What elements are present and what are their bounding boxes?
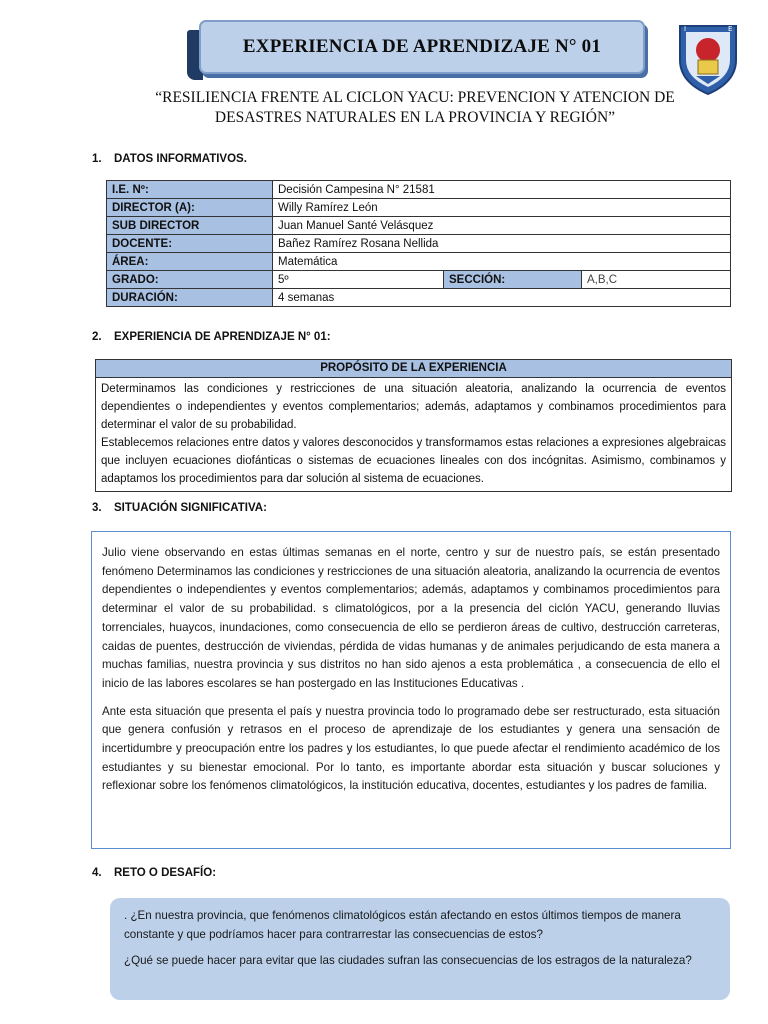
- section-title: DATOS INFORMATIVOS.: [114, 153, 247, 165]
- table-row: [107, 289, 731, 307]
- table-row: [107, 253, 731, 271]
- school-crest-icon: [674, 20, 742, 96]
- main-title-line-2: DESASTRES NATURALES EN LA PROVINCIA Y REGIÓN”: [214, 109, 616, 126]
- label-cell: DOCENTE:: [107, 235, 273, 253]
- svg-text:I: I: [684, 25, 687, 33]
- purpose-heading: PROPÓSITO DE LA EXPERIENCIA: [96, 360, 731, 378]
- table-row: [107, 199, 731, 217]
- info-table: [106, 180, 731, 307]
- value-cell: Bañez Ramírez Rosana Nellida: [273, 235, 731, 253]
- section-title: EXPERIENCIA DE APRENDIZAJE N° 01:: [114, 331, 331, 343]
- value-cell: A,B,C: [582, 271, 731, 289]
- purpose-paragraph-1: Determinamos las condiciones y restricciones de una situación aleatoria, analizando la ocurrencia de eventos dependientes o independientes y eventos complementarios; además, adaptamos y combinamos procedimientos para determinar el valor de su probabilidad.: [101, 383, 726, 431]
- table-row: [107, 235, 731, 253]
- challenge-box: [110, 898, 730, 1000]
- purpose-paragraph-2: Establecemos relaciones entre datos y valores desconocidos y transformamos estas relaciones a expresiones algebraicas que incluyen ecuaciones diofánticas o sistemas de ecuaciones lineales con dos incógnitas. Asimismo, combinamos y adaptamos los procedimientos para dar solución al sistema de ecuaciones.: [101, 437, 726, 485]
- purpose-body: [96, 378, 731, 491]
- value-cell: Willy Ramírez León: [273, 199, 731, 217]
- situation-box: [91, 531, 731, 849]
- title-banner: [199, 20, 645, 74]
- table-row: [107, 181, 731, 199]
- label-cell: SUB DIRECTOR: [107, 217, 273, 235]
- table-row: [107, 271, 731, 289]
- value-cell: Matemática: [273, 253, 731, 271]
- section-number: 2.: [92, 331, 102, 343]
- challenge-question-2: ¿Qué se puede hacer para evitar que las ciudades sufran las consecuencias de los estragos de la naturaleza?: [124, 954, 692, 967]
- section-4-heading: [92, 867, 216, 879]
- section-2-heading: [92, 331, 331, 343]
- section-3-heading: [92, 502, 267, 514]
- section-1-heading: [92, 153, 247, 165]
- main-title-line-1: “RESILIENCIA FRENTE AL CICLON YACU: PREVENCION Y ATENCION DE: [155, 89, 675, 106]
- situation-paragraph-2: Ante esta situación que presenta el país y nuestra provincia todo lo programado debe ser restructurado, esta situación que genera confusión y retrasos en el proceso de aprendizaje de los estudiantes y genera una sensación de incertidumbre y preocupación entre los padres y los estudiantes, lo que puede afectar el rendimiento académico de los estudiantes y su bienestar emocional. Por lo tanto, es importante abordar esta situación y buscar soluciones y reflexionar sobre los fenómenos climatológicos, la institución educativa, docentes, estudiantes y los padres de familia.: [102, 704, 720, 793]
- table-row: [107, 217, 731, 235]
- svg-text:E: E: [728, 25, 733, 33]
- section-title: SITUACIÓN SIGNIFICATIVA:: [114, 502, 267, 514]
- main-title: [100, 88, 730, 128]
- value-cell: Juan Manuel Santé Velásquez: [273, 217, 731, 235]
- label-cell: DIRECTOR (A):: [107, 199, 273, 217]
- section-number: 1.: [92, 153, 102, 165]
- value-cell: Decisión Campesina N° 21581: [273, 181, 731, 199]
- label-cell: I.E. Nº:: [107, 181, 273, 199]
- section-number: 3.: [92, 502, 102, 514]
- label-cell: ÁREA:: [107, 253, 273, 271]
- purpose-box: [95, 359, 732, 492]
- label-cell: SECCIÓN:: [444, 271, 582, 289]
- section-title: RETO O DESAFÍO:: [114, 867, 217, 879]
- value-cell: 5º: [273, 271, 444, 289]
- situation-paragraph-1: Julio viene observando en estas últimas semanas en el norte, centro y sur de nuestro país, se están presentado fenómeno Determinamos las condiciones y restricciones de una situación aleatoria, analizando la ocurrencia de eventos dependientes o independientes y eventos complementarios; además, adaptamos y combinamos procedimientos para determinar el valor de su probabilidad. s climatológicos, por a la presencia del ciclón YACU, generando lluvias torrenciales, huaycos, inundaciones, como consecuencia de ello se perdieron áreas de cultivo, destrucción carreteras, caidas de puentes, destrucción de viviendas, pérdida de vidas humanas y de animales perjudicando de esta manera a muchas familias, nuestra provincia y sus distritos no han sido ajenos a esta problemática , a consecuencia de ello el inicio de las labores escolares se han postergado en las Instituciones Educativas .: [102, 546, 720, 690]
- banner-title: EXPERIENCIA DE APRENDIZAJE N° 01: [242, 36, 602, 57]
- section-number: 4.: [92, 867, 102, 879]
- label-cell: GRADO:: [107, 271, 273, 289]
- value-cell: 4 semanas: [273, 289, 731, 307]
- label-cell: DURACIÓN:: [107, 289, 273, 307]
- challenge-question-1: . ¿En nuestra provincia, que fenómenos climatológicos están afectando en estos últimos tiempos de manera constante y que podríamos hacer para contrarrestar las consecuencias de estos?: [124, 909, 681, 941]
